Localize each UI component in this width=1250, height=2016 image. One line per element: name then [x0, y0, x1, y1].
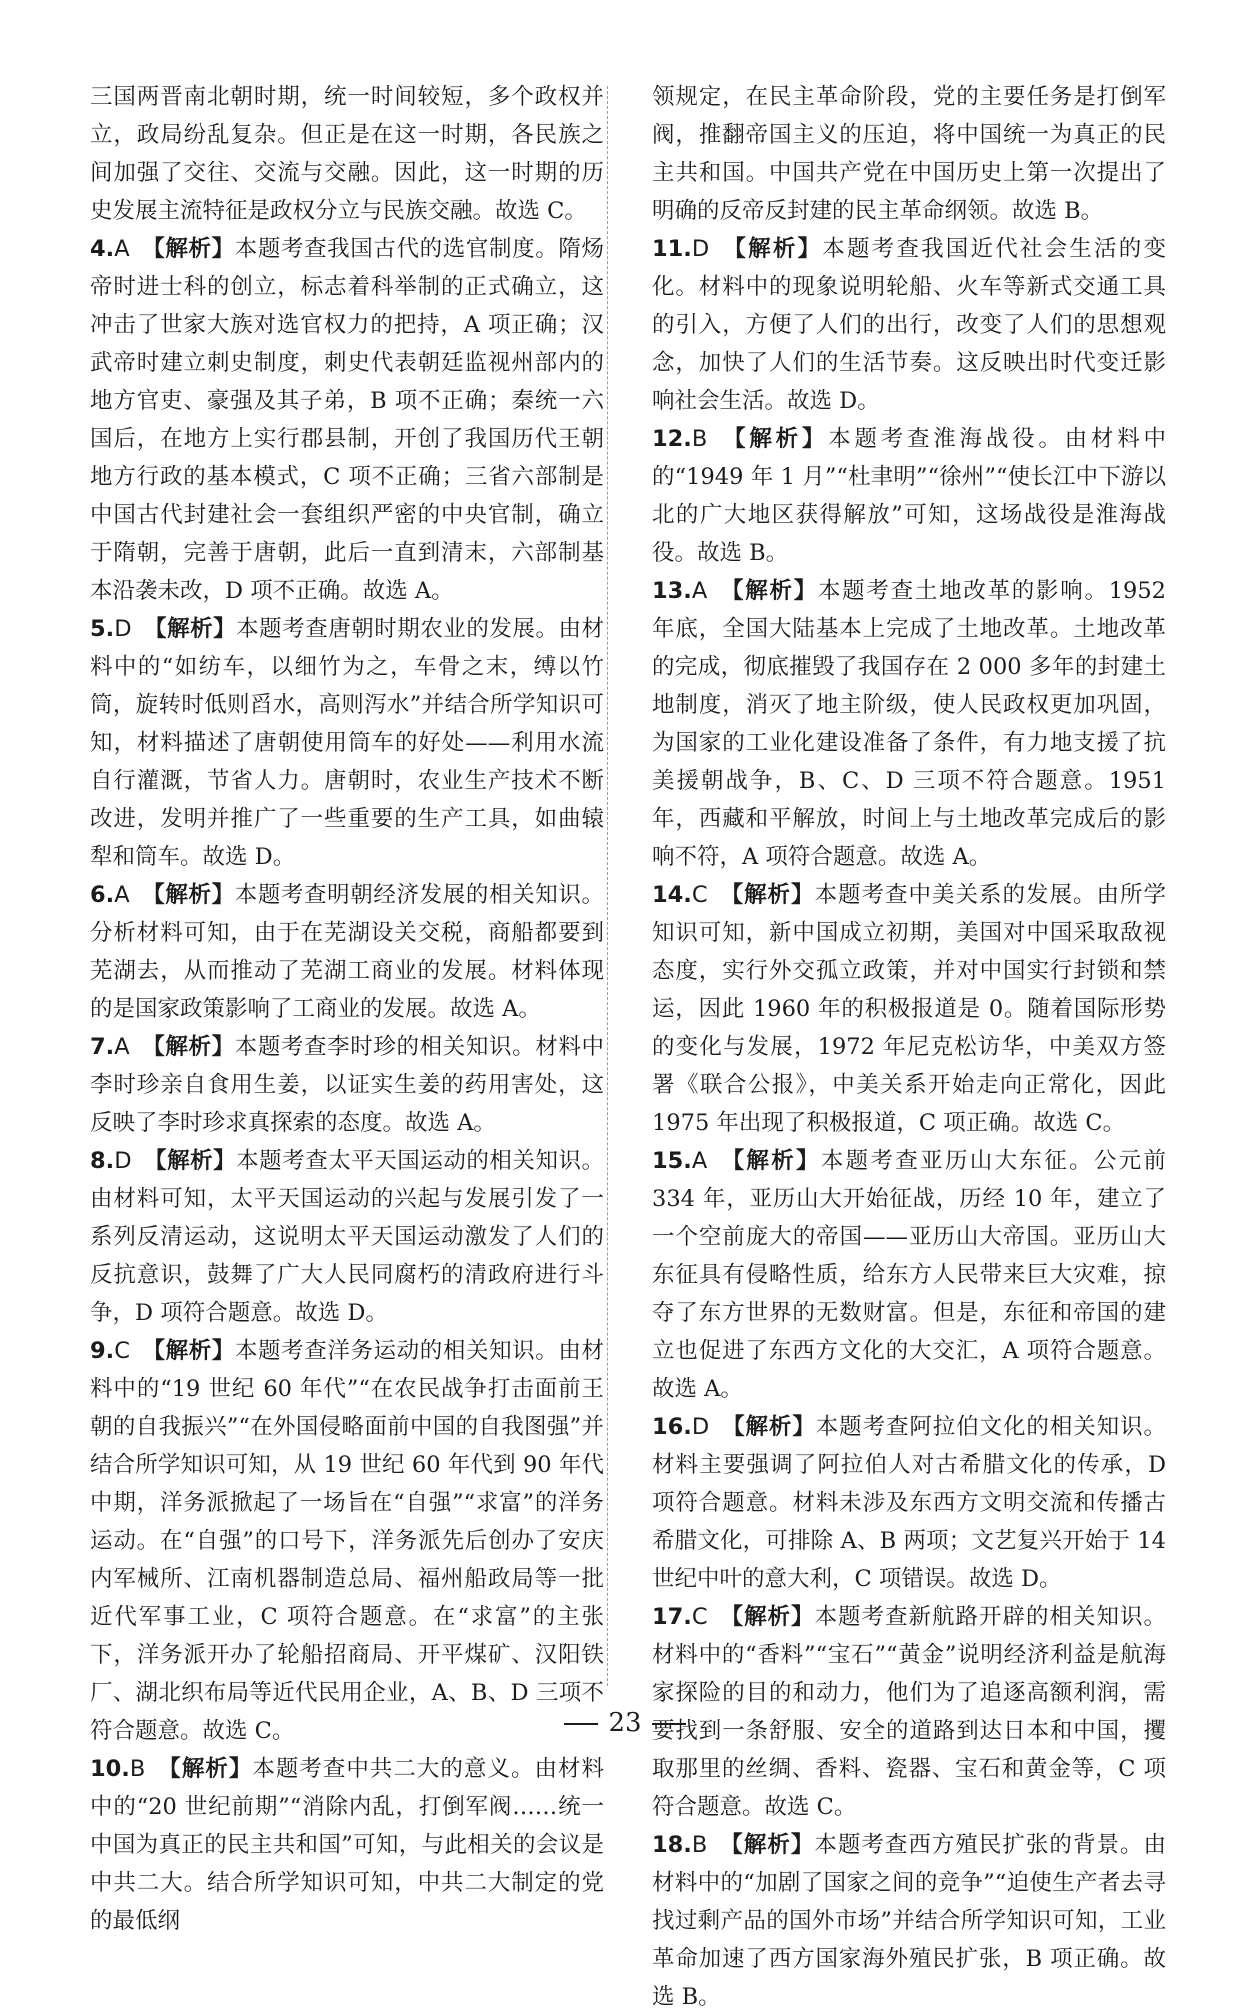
question-number: 9. — [90, 1338, 115, 1364]
left-answer-list — [90, 230, 604, 1940]
analysis-tag: 【解析】 — [141, 1034, 235, 1060]
analysis-text: 本题考查李时珍的相关知识。材料中李时珍亲自食用生姜，以证实生姜的药用害处，这反映了李时珍求真探索的态度。故选 A。 — [90, 1034, 604, 1136]
question-number: 7. — [90, 1034, 115, 1060]
analysis-tag: 【解析】 — [721, 236, 823, 262]
answer-letter: A — [691, 1148, 708, 1174]
answer-letter: C — [114, 1338, 130, 1364]
footer-dash-left — [564, 1723, 598, 1725]
question-number: 4. — [90, 236, 115, 262]
answer-letter: B — [691, 426, 708, 452]
column-divider — [607, 86, 608, 1686]
answer-letter: A — [114, 1034, 130, 1060]
answer-letter: A — [114, 882, 130, 908]
analysis-text: 本题考查土地改革的影响。1952 年底，全国大陆基本上完成了土地改革。土地改革的完成，彻底摧毁了我国存在 2 000 多年的封建土地制度，消灭了地主阶级，使人民政权更加巩固，为国家的工业化建设准备了条件，有力地支援了抗美援朝战争，B、C、D 三项不符合题意。1951 年，西藏和平解放，时间上与土地改革完成后的影响不符，A 项符合题意。故选 A。 — [652, 578, 1166, 870]
answer-item — [652, 1826, 1166, 2016]
analysis-text: 本题考查新航路开辟的相关知识。材料中的“香料”“宝石”“黄金”说明经济利益是航海家探险的目的和动力，他们为了追逐高额利润，需要找到一条舒服、安全的道路到达日本和中国，攫取那里的丝绸、香料、瓷器、宝石和黄金等，C 项符合题意。故选 C。 — [652, 1604, 1166, 1820]
analysis-tag: 【解析】 — [719, 426, 829, 452]
answer-letter: C — [691, 1604, 708, 1630]
analysis-tag: 【解析】 — [719, 578, 818, 604]
question-number: 10. — [90, 1756, 130, 1782]
analysis-tag: 【解析】 — [719, 1604, 815, 1630]
question-number: 14. — [652, 882, 692, 908]
analysis-tag: 【解析】 — [141, 1338, 235, 1364]
question-number: 11. — [652, 236, 692, 262]
answer-item — [90, 1028, 604, 1142]
analysis-text: 本题考查亚历山大东征。公元前 334 年，亚历山大开始征战，历经 10 年，建立了一个空前庞大的帝国——亚历山大帝国。亚历山大东征具有侵略性质，给东方人民带来巨大灾难，掠夺了东方世界的无数财富。但是，东征和帝国的建立也促进了东西方文化的大交汇，A 项符合题意。故选 A。 — [652, 1148, 1166, 1402]
analysis-text: 本题考查太平天国运动的相关知识。由材料可知，太平天国运动的兴起与发展引发了一系列反清运动，这说明太平天国运动激发了人们的反抗意识，鼓舞了广大人民同腐朽的清政府进行斗争，D 项符合题意。故选 D。 — [90, 1148, 604, 1326]
analysis-text: 本题考查中共二大的意义。由材料中的“20 世纪前期”“消除内乱，打倒军阀……统一中国为真正的民主共和国”可知，与此相关的会议是中共二大。结合所学知识可知，中共二大制定的党的最低纲 — [90, 1756, 604, 1934]
question-number: 8. — [90, 1148, 115, 1174]
answer-letter: D — [114, 1148, 132, 1174]
question-number: 16. — [652, 1414, 692, 1440]
answer-letter: D — [114, 616, 132, 642]
analysis-text: 本题考查唐朝时期农业的发展。由材料中的“如纺车，以细竹为之，车骨之末，缚以竹筒，旋转时低则舀水，高则泻水”并结合所学知识可知，材料描述了唐朝使用筒车的好处——利用水流自行灌溉，节省人力。唐朝时，农业生产技术不断改进，发明并推广了一些重要的生产工具，如曲辕犁和筒车。故选 D。 — [90, 616, 604, 870]
answer-item — [90, 1332, 604, 1750]
question-number: 13. — [652, 578, 692, 604]
answer-letter: D — [691, 1414, 710, 1440]
analysis-tag: 【解析】 — [719, 1832, 815, 1858]
question-number: 18. — [652, 1832, 692, 1858]
footer-dash-right — [652, 1723, 686, 1725]
answer-letter: B — [129, 1756, 146, 1782]
answer-item — [652, 876, 1166, 1142]
analysis-tag: 【解析】 — [143, 1148, 237, 1174]
answer-item — [90, 1142, 604, 1332]
analysis-text: 本题考查我国近代社会生活的变化。材料中的现象说明轮船、火车等新式交通工具的引入，方便了人们的出行，改变了人们的思想观念，加快了人们的生活节奏。这反映出时代变迁影响社会生活。故选 D。 — [652, 236, 1166, 414]
analysis-text: 本题考查阿拉伯文化的相关知识。材料主要强调了阿拉伯人对古希腊文化的传承，D 项符合题意。材料未涉及东西方文明交流和传播古希腊文化，可排除 A、B 两项；文艺复兴开始于 14 世纪中叶的意大利，C 项错误。故选 D。 — [652, 1414, 1166, 1592]
continued-paragraph: 领规定，在民主革命阶段，党的主要任务是打倒军阀，推翻帝国主义的压迫，将中国统一为真正的民主共和国。中国共产党在中国历史上第一次提出了明确的反帝反封建的民主革命纲领。故选 B。 — [652, 84, 1166, 224]
answer-item — [652, 1408, 1166, 1598]
answer-item — [90, 876, 604, 1028]
analysis-text: 本题考查中美关系的发展。由所学知识可知，新中国成立初期，美国对中国采取敌视态度，实行外交孤立政策，并对中国实行封锁和禁运，因此 1960 年的积极报道是 0。随着国际形势的变化与发展，1972 年尼克松访华，中美双方签署《联合公报》，中美关系开始走向正常化，因此 1975 年出现了积极报道，C 项正确。故选 C。 — [652, 882, 1166, 1136]
analysis-tag: 【解析】 — [719, 882, 815, 908]
analysis-text: 本题考查我国古代的选官制度。隋炀帝时进士科的创立，标志着科举制的正式确立，这冲击了世家大族对选官权力的把持，A 项正确；汉武帝时建立刺史制度，刺史代表朝廷监视州部内的地方官吏、豪强及其子弟，B 项不正确；秦统一六国后，在地方上实行郡县制，开创了我国历代王朝地方行政的基本模式，C 项不正确；三省六部制是中国古代封建社会一套组织严密的中央官制，确立于隋朝，完善于唐朝，此后一直到清末，六部制基本沿袭未改，D 项不正确。故选 A。 — [90, 236, 604, 604]
answer-item — [652, 572, 1166, 876]
page-footer — [0, 1708, 1250, 1738]
analysis-tag: 【解析】 — [141, 882, 235, 908]
answer-item — [652, 420, 1166, 572]
answer-item — [90, 1750, 604, 1940]
answer-letter: C — [691, 882, 708, 908]
answer-item — [90, 230, 604, 610]
answer-letter: D — [691, 236, 710, 262]
answer-item — [652, 1142, 1166, 1408]
answer-letter: A — [114, 236, 130, 262]
question-number: 6. — [90, 882, 115, 908]
analysis-tag: 【解析】 — [143, 616, 237, 642]
answer-item — [90, 610, 604, 876]
question-number: 5. — [90, 616, 115, 642]
analysis-text: 本题考查明朝经济发展的相关知识。分析材料可知，由于在芜湖设关交税，商船都要到芜湖去，从而推动了芜湖工商业的发展。材料体现的是国家政策影响了工商业的发展。故选 A。 — [90, 882, 604, 1022]
answer-letter: B — [691, 1832, 708, 1858]
analysis-text: 本题考查淮海战役。由材料中的“1949 年 1 月”“杜聿明”“徐州”“使长江中下游以北的广大地区获得解放”可知，这场战役是淮海战役。故选 B。 — [652, 426, 1166, 566]
left-column — [90, 78, 604, 1940]
analysis-tag: 【解析】 — [141, 236, 235, 262]
analysis-tag: 【解析】 — [719, 1148, 821, 1174]
analysis-text: 本题考查洋务运动的相关知识。由材料中的“19 世纪 60 年代”“在农民战争打击面前王朝的自我振兴”“在外国侵略面前中国的自我图强”并结合所学知识可知，从 19 世纪 60 年代到 90 年代中期，洋务派掀起了一场旨在“自强”“求富”的洋务运动。在“自强”的口号下，洋务派先后创办了安庆内军械所、江南机器制造总局、福州船政局等一批近代军事工业，C 项符合题意。在“求富”的主张下，洋务派开办了轮船招商局、开平煤矿、汉阳铁厂、湖北织布局等近代民用企业，A、B、D 三项不符合题意。故选 C。 — [90, 1338, 604, 1744]
page-number: 23 — [608, 1708, 642, 1738]
right-answer-list — [652, 230, 1166, 2016]
analysis-tag: 【解析】 — [721, 1414, 816, 1440]
answer-letter: A — [691, 578, 708, 604]
analysis-tag: 【解析】 — [157, 1756, 253, 1782]
question-number: 15. — [652, 1148, 692, 1174]
question-number: 12. — [652, 426, 692, 452]
intro-paragraph: 三国两晋南北朝时期，统一时间较短，多个政权并立，政局纷乱复杂。但正是在这一时期，各民族之间加强了交往、交流与交融。因此，这一时期的历史发展主流特征是政权分立与民族交融。故选 C。 — [90, 84, 604, 224]
analysis-text: 本题考查西方殖民扩张的背景。由材料中的“加剧了国家之间的竞争”“迫使生产者去寻找过剩产品的国外市场”并结合所学知识可知，工业革命加速了西方国家海外殖民扩张，B 项正确。故选 B。 — [652, 1832, 1166, 2010]
answer-item — [652, 230, 1166, 420]
question-number: 17. — [652, 1604, 692, 1630]
